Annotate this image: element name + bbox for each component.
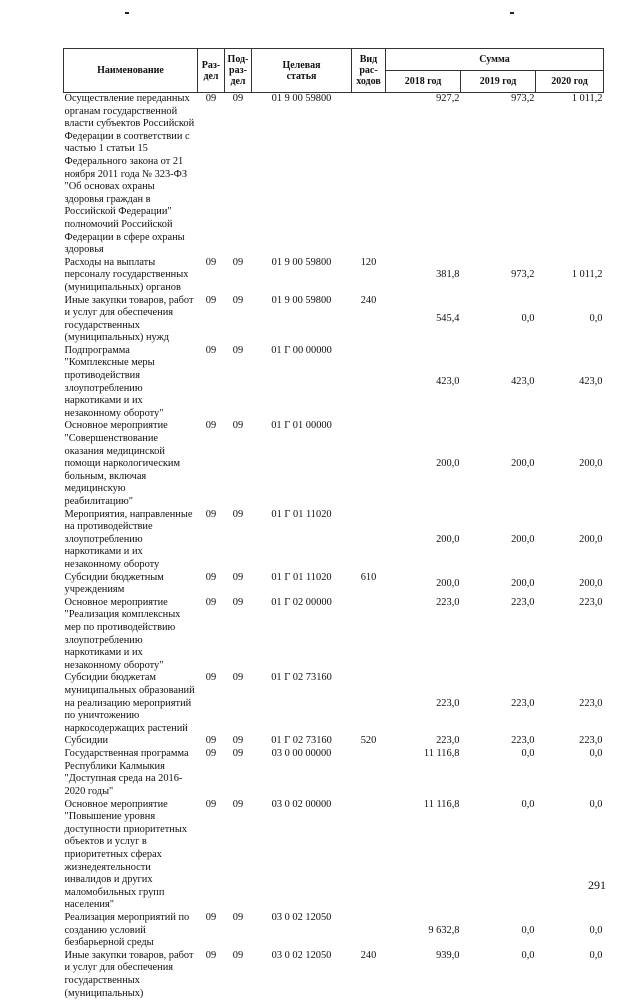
row-target: 01 9 00 59800 [252,93,352,257]
header-vid: Вид рас- ходов [352,49,386,93]
row-podrazdel: 09 [225,257,252,295]
header-sum: Сумма [386,49,604,71]
row-sum-2018: 200,0 [386,572,461,597]
row-sum-2019: 973,2 [461,257,536,295]
row-podrazdel: 09 [225,509,252,572]
row-sum-2020: 423,0 [536,345,604,421]
row-target: 03 0 02 00000 [252,799,352,912]
row-vid [352,93,386,257]
scan-mark-left [125,12,129,14]
row-name: Субсидии бюджетным учреждениям [64,572,198,597]
row-sum-2018: 381,8 [386,257,461,295]
row-sum-2019: 223,0 [461,672,536,735]
row-sum-2018: 223,0 [386,672,461,735]
row-name: Подпрограмма "Комплексные меры противодействия злоупотреблению наркотиками и их незаконному обороту" [64,345,198,421]
row-razdel: 09 [198,912,225,950]
row-podrazdel: 09 [225,572,252,597]
row-sum-2019: 200,0 [461,420,536,508]
row-vid [352,345,386,421]
table-row [64,93,604,257]
row-sum-2020: 223,0 [536,735,604,748]
row-razdel: 09 [198,735,225,748]
row-vid [352,509,386,572]
table-row [64,295,604,345]
table-body [64,93,604,1000]
row-razdel: 09 [198,420,225,508]
row-target: 01 9 00 59800 [252,295,352,345]
row-name: Основное мероприятие "Повышение уровня доступности приоритетных объектов и услуг в приоритетных сферах жизнедеятельности инвалидов и других маломобильных групп населения" [64,799,198,912]
row-vid: 120 [352,257,386,295]
row-sum-2018: 545,4 [386,295,461,345]
row-sum-2019: 223,0 [461,735,536,748]
row-razdel: 09 [198,950,225,1000]
table-row [64,912,604,950]
row-name: Иные закупки товаров, работ и услуг для обеспечения государственных (муниципальных) нужд [64,295,198,345]
row-target: 01 Г 02 00000 [252,597,352,673]
row-sum-2019: 0,0 [461,799,536,912]
row-razdel: 09 [198,295,225,345]
row-podrazdel: 09 [225,912,252,950]
row-target: 01 Г 02 73160 [252,735,352,748]
row-podrazdel: 09 [225,672,252,735]
row-sum-2019: 200,0 [461,509,536,572]
row-vid [352,748,386,798]
row-podrazdel: 09 [225,345,252,421]
row-target: 01 Г 01 11020 [252,509,352,572]
row-sum-2020: 0,0 [536,912,604,950]
header-razdel: Раз- дел [198,49,225,93]
row-name: Иные закупки товаров, работ и услуг для обеспечения государственных (муниципальных) [64,950,198,1000]
row-podrazdel: 09 [225,93,252,257]
row-sum-2018: 223,0 [386,597,461,673]
row-target: 01 Г 01 00000 [252,420,352,508]
row-sum-2020: 200,0 [536,572,604,597]
row-sum-2019: 200,0 [461,572,536,597]
row-name: Субсидии бюджетам муниципальных образований на реализацию мероприятий по уничтожению наркосодержащих растений [64,672,198,735]
row-podrazdel: 09 [225,799,252,912]
row-podrazdel: 09 [225,295,252,345]
row-target: 03 0 02 12050 [252,950,352,1000]
header-year-2018: 2018 год [386,71,461,93]
table-row [64,748,604,798]
table-row [64,597,604,673]
row-sum-2019: 223,0 [461,597,536,673]
row-razdel: 09 [198,672,225,735]
row-name: Расходы на выплаты персоналу государственных (муниципальных) органов [64,257,198,295]
header-podrazdel: Под- раз- дел [225,49,252,93]
page-number: 291 [588,878,606,893]
row-vid: 240 [352,295,386,345]
row-vid: 520 [352,735,386,748]
row-target: 01 Г 00 00000 [252,345,352,421]
row-razdel: 09 [198,597,225,673]
row-target: 01 Г 01 11020 [252,572,352,597]
table-row [64,735,604,748]
row-razdel: 09 [198,748,225,798]
row-name: Осуществление переданных органам государственной власти субъектов Российской Федерации в соответствии с частью 1 статьи 15 Федерального закона от 21 ноября 2011 года № 323-ФЗ "Об основах охраны здоровья граждан в Российской Федерации" полномочий Российской Федерации в сфере охраны здоровья [64,93,198,257]
row-sum-2020: 0,0 [536,748,604,798]
row-podrazdel: 09 [225,735,252,748]
header-name: Наименование [64,49,198,93]
row-podrazdel: 09 [225,420,252,508]
row-vid [352,420,386,508]
row-name: Основное мероприятие "Совершенствование оказания медицинской помощи наркологическим больным, включая медицинскую реабилитацию" [64,420,198,508]
row-sum-2020: 223,0 [536,672,604,735]
table-header [64,49,604,93]
row-sum-2019: 0,0 [461,950,536,1000]
row-sum-2020: 1 011,2 [536,93,604,257]
table-row [64,420,604,508]
row-sum-2018: 927,2 [386,93,461,257]
row-target: 03 0 00 00000 [252,748,352,798]
row-target: 03 0 02 12050 [252,912,352,950]
table-row [64,799,604,912]
budget-table [63,48,604,1000]
table-row [64,572,604,597]
row-sum-2019: 0,0 [461,912,536,950]
header-year-2019: 2019 год [461,71,536,93]
row-sum-2020: 0,0 [536,950,604,1000]
row-podrazdel: 09 [225,950,252,1000]
row-razdel: 09 [198,257,225,295]
row-sum-2020: 200,0 [536,509,604,572]
row-sum-2019: 0,0 [461,295,536,345]
row-razdel: 09 [198,345,225,421]
table-row [64,950,604,1000]
row-podrazdel: 09 [225,597,252,673]
row-sum-2020: 0,0 [536,799,604,912]
row-razdel: 09 [198,799,225,912]
row-name: Реализация мероприятий по созданию условий безбарьерной среды [64,912,198,950]
row-sum-2019: 423,0 [461,345,536,421]
row-sum-2020: 200,0 [536,420,604,508]
row-target: 01 9 00 59800 [252,257,352,295]
row-name: Субсидии [64,735,198,748]
row-sum-2018: 939,0 [386,950,461,1000]
row-name: Мероприятия, направленные на противодействие злоупотреблению наркотиками и их незаконному обороту [64,509,198,572]
row-vid: 610 [352,572,386,597]
header-target: Целевая статья [252,49,352,93]
table-row [64,672,604,735]
table-row [64,345,604,421]
scan-mark-right [510,12,514,14]
row-sum-2018: 9 632,8 [386,912,461,950]
row-name: Основное мероприятие "Реализация комплексных мер по противодействию злоупотреблению наркотиками и их незаконному обороту" [64,597,198,673]
row-sum-2018: 200,0 [386,509,461,572]
row-sum-2018: 223,0 [386,735,461,748]
row-sum-2018: 200,0 [386,420,461,508]
row-sum-2019: 973,2 [461,93,536,257]
row-razdel: 09 [198,509,225,572]
row-target: 01 Г 02 73160 [252,672,352,735]
row-sum-2018: 11 116,8 [386,748,461,798]
row-sum-2018: 11 116,8 [386,799,461,912]
row-name: Государственная программа Республики Калмыкия "Доступная среда на 2016-2020 годы" [64,748,198,798]
row-vid [352,799,386,912]
table-row [64,257,604,295]
row-vid: 240 [352,950,386,1000]
row-vid [352,672,386,735]
row-podrazdel: 09 [225,748,252,798]
row-sum-2020: 1 011,2 [536,257,604,295]
row-sum-2018: 423,0 [386,345,461,421]
row-sum-2020: 0,0 [536,295,604,345]
header-year-2020: 2020 год [536,71,604,93]
row-sum-2020: 223,0 [536,597,604,673]
row-vid [352,597,386,673]
table-row [64,509,604,572]
row-razdel: 09 [198,93,225,257]
row-sum-2019: 0,0 [461,748,536,798]
row-razdel: 09 [198,572,225,597]
row-vid [352,912,386,950]
